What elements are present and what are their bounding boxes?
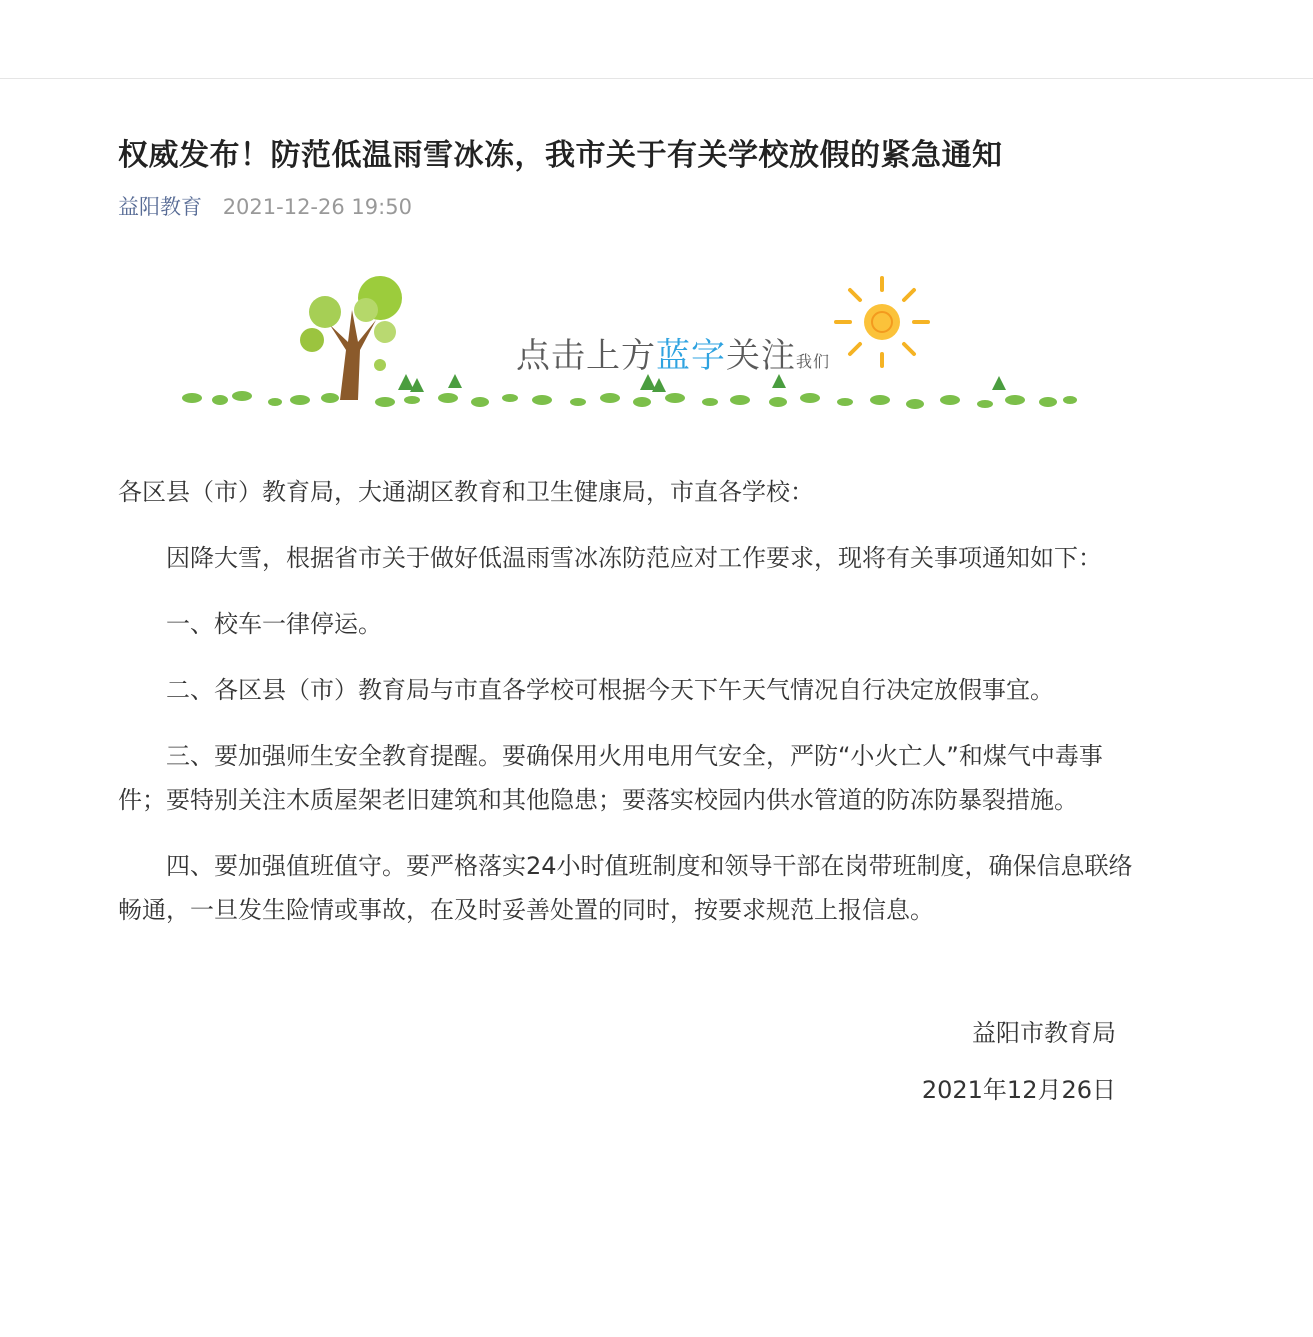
banner-text-prefix: 点击上方 [516,336,656,376]
signature-org: 益阳市教育局 [972,1019,1116,1047]
publish-datetime: 2021-12-26 19:50 [222,195,412,219]
follow-banner [180,270,1080,430]
top-bar [0,0,1313,79]
sun-icon [836,278,928,366]
banner-follow-text [516,328,830,377]
banner-text-highlight: 蓝字 [656,336,726,376]
intro-paragraph: 因降大雪，根据省市关于做好低温雨雪冰冻防范应对工作要求，现将有关事项通知如下： [166,544,1102,572]
article-meta [118,192,1138,222]
item-paragraph: 一、校车一律停运。 [166,610,382,638]
article [118,132,1138,1132]
leaves-row-icon [182,391,1077,409]
item-paragraph: 四、要加强值班值守。要严格落实24小时值班制度和领导干部在岗带班制度，确保信息联络畅通，一旦发生险情或事故，在及时妥善处置的同时，按要求规范上报信息。 [118,852,1133,924]
item-paragraph: 二、各区县（市）教育局与市直各学校可根据今天下午天气情况自行决定放假事宜。 [166,676,1054,704]
account-name-link[interactable]: 益阳教育 [118,195,202,219]
salutation: 各区县（市）教育局，大通湖区教育和卫生健康局，市直各学校： [118,478,814,506]
article-title: 权威发布！防范低温雨雪冰冻，我市关于有关学校放假的紧急通知 [118,138,1003,173]
tree-icon [300,276,402,400]
signature-date: 2021年12月26日 [921,1076,1116,1104]
signature-block [118,1018,1138,1105]
article-body [118,470,1138,932]
banner-text-suffix: 关注 [726,336,796,376]
banner-text-small: 我们 [796,352,831,371]
item-paragraph: 三、要加强师生安全教育提醒。要确保用火用电用气安全，严防“小火亡人”和煤气中毒事件；要特别关注木质屋架老旧建筑和其他隐患；要落实校园内供水管道的防冻防暴裂措施。 [118,742,1103,814]
